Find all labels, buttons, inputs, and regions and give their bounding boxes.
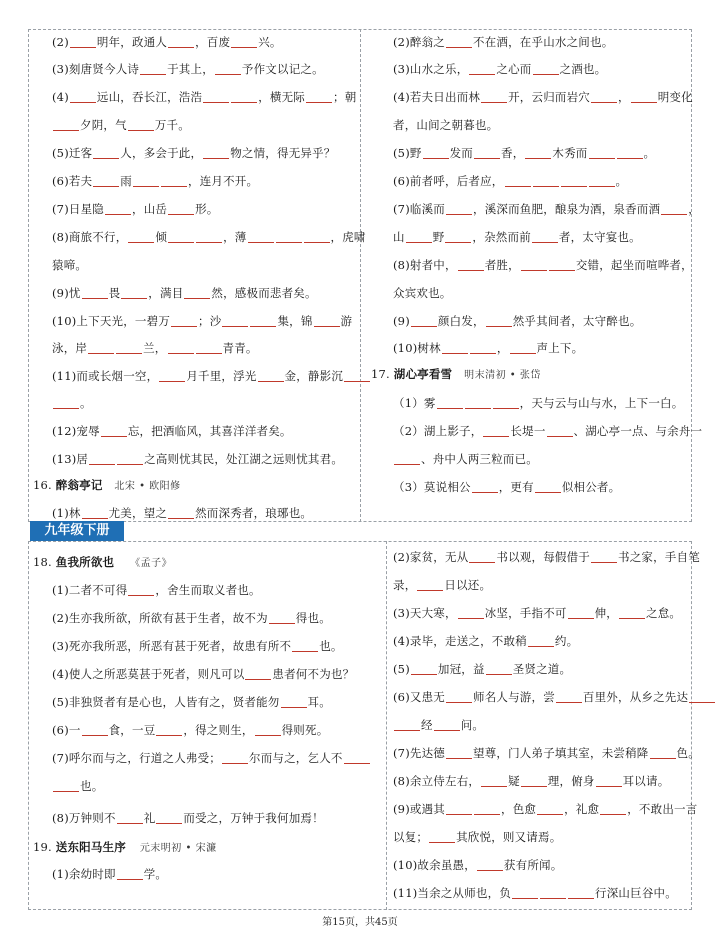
blank-line[interactable] [528, 634, 554, 647]
blank-line[interactable] [88, 341, 114, 354]
exercise-line: 猿啼。 [52, 258, 88, 272]
blank-line[interactable] [619, 606, 645, 619]
section-title: 鱼我所欲也 [55, 555, 115, 569]
blank-line[interactable] [537, 802, 563, 815]
blank-line[interactable] [474, 146, 500, 159]
exercise-line: (11)当余之从师也，负 行深山巨谷中。 [393, 886, 677, 900]
blank-line[interactable] [281, 695, 307, 708]
section-author: 元末明初 • 宋濂 [139, 843, 217, 854]
exercise-line: (4)使人之所恶莫甚于死者，则凡可以 患者何不为也？ [52, 667, 355, 681]
blank-line[interactable] [481, 90, 507, 103]
blank-line[interactable] [589, 146, 615, 159]
blank-line[interactable] [82, 506, 108, 519]
blank-line[interactable] [458, 606, 484, 619]
exercise-line: (10)树林 ， 声上下。 [393, 341, 584, 355]
blank-line[interactable] [521, 258, 547, 271]
exercise-line: 以复； 其欣悦，则又请焉。 [393, 830, 562, 844]
blank-line[interactable] [465, 396, 491, 409]
section-title: 送东阳马生序 [55, 840, 126, 854]
blank-line[interactable] [168, 506, 194, 519]
grade-label: 九年级下册 [30, 521, 124, 541]
blank-line[interactable] [411, 662, 437, 675]
blank-line[interactable] [591, 550, 617, 563]
exercise-line: (3)死亦我所恶，所恶有甚于死者，故患有所不 也。 [52, 639, 343, 653]
blank-line[interactable] [417, 578, 443, 591]
blank-line[interactable] [222, 751, 248, 764]
section-author: 北宋 • 欧阳修 [114, 481, 181, 492]
exercise-line: （1）雾 ，天与云与山与水，上下一白。 [393, 396, 684, 410]
exercise-line: (2) 明年，政通人 ，百废 兴。 [52, 35, 282, 49]
exercise-line: (7)先达德 望尊，门人弟子填其室，未尝稍降 色。 [393, 746, 700, 760]
blank-line[interactable] [168, 202, 194, 215]
section-19-line: (1)余幼时即 学。 [52, 867, 168, 881]
blank-line[interactable] [505, 174, 531, 187]
blank-line[interactable] [276, 230, 302, 243]
blank-line[interactable] [117, 811, 143, 824]
exercise-line: (3)山水之乐， 之心而 之酒也。 [393, 62, 607, 76]
blank-line[interactable] [53, 118, 79, 131]
section-number: 19. [33, 840, 52, 854]
blank-line[interactable] [521, 774, 547, 787]
blank-line[interactable] [116, 341, 142, 354]
blank-line[interactable] [661, 202, 687, 215]
section-title: 醉翁亭记 [55, 478, 103, 492]
exercise-line: 泳，岸 兰， 青青。 [52, 341, 258, 355]
exercise-line: (11)而或长烟一空， 月千里，浮光 金，静影沉 [52, 368, 371, 384]
blank-line[interactable] [469, 62, 495, 75]
exercise-line: (5)野 发而 香， 木秀而 。 [393, 146, 656, 160]
blank-line[interactable] [481, 774, 507, 787]
blank-line[interactable] [101, 424, 127, 437]
blank-line[interactable] [617, 146, 643, 159]
blank-line[interactable] [568, 606, 594, 619]
blank-line[interactable] [549, 258, 575, 271]
blank-line[interactable] [168, 230, 194, 243]
blank-line[interactable] [483, 424, 509, 437]
blank-line[interactable] [689, 690, 715, 703]
blank-line[interactable] [196, 230, 222, 243]
blank-line[interactable] [493, 396, 519, 409]
blank-line[interactable] [269, 611, 295, 624]
exercise-line: (2)家贫，无从 书以观，每假借于 书之家，手自笔 [393, 550, 700, 564]
blank-line[interactable] [344, 369, 370, 382]
blank-line[interactable] [474, 802, 500, 815]
blank-line[interactable] [533, 174, 559, 187]
exercise-line: (12)宠辱 忘，把酒临风，其喜洋洋者矣。 [52, 424, 292, 438]
exercise-line: （3）莫说相公 ，更有 似相公者。 [393, 480, 621, 494]
blank-line[interactable] [121, 286, 147, 299]
blank-line[interactable] [184, 286, 210, 299]
section-number: 16. [33, 478, 52, 492]
exercise-line: (2)醉翁之 不在酒，在乎山水之间也。 [393, 35, 614, 49]
exercise-line: (1)二者不可得 ，舍生而取义者也。 [52, 583, 261, 597]
blank-line[interactable] [512, 886, 538, 899]
blank-line[interactable] [203, 90, 229, 103]
blank-line[interactable] [168, 341, 194, 354]
blank-line[interactable] [133, 174, 159, 187]
blank-line[interactable] [231, 90, 257, 103]
section-17-heading [371, 366, 541, 384]
top-divider [360, 29, 361, 522]
exercise-line: (9)忧 畏 ，满目 然，感极而悲者矣。 [52, 286, 317, 300]
blank-line[interactable] [128, 118, 154, 131]
exercise-line: (8)余立侍左右， 疑 理，俯身 耳以请。 [393, 774, 670, 788]
exercise-line: (2)生亦我所欲，所欲有甚于生者，故不为 得也。 [52, 611, 331, 625]
exercise-line: (5)非独贤者有是心也，人皆有之，贤者能勿 耳。 [52, 695, 331, 709]
blank-line[interactable] [140, 62, 166, 75]
blank-line[interactable] [600, 802, 626, 815]
exercise-line: 众宾欢也。 [393, 286, 452, 300]
blank-line[interactable] [394, 452, 420, 465]
exercise-line: 山 野 ，杂然而前 者，太守宴也。 [393, 230, 641, 244]
exercise-line: (10)上下天光，一碧万 ；沙 集，锦 游 [52, 314, 353, 328]
blank-line[interactable] [650, 746, 676, 759]
blank-line[interactable] [533, 62, 559, 75]
exercise-line: (4) 远山，吞长江，浩浩 ，横无际 ；朝 [52, 90, 357, 104]
blank-line[interactable] [525, 146, 551, 159]
blank-line[interactable] [472, 480, 498, 493]
blank-line[interactable] [406, 230, 432, 243]
blank-line[interactable] [128, 583, 154, 596]
exercise-line: (4)录毕，走送之，不敢稍 约。 [393, 634, 579, 648]
blank-line[interactable] [591, 90, 617, 103]
exercise-line: (5)迁客 人，多会于此， 物之情，得无异乎？ [52, 146, 336, 160]
blank-line[interactable] [394, 718, 420, 731]
blank-line[interactable] [82, 286, 108, 299]
blank-line[interactable] [344, 751, 370, 764]
blank-line[interactable] [70, 90, 96, 103]
blank-line[interactable] [445, 230, 471, 243]
blank-line[interactable] [540, 886, 566, 899]
exercise-line: (4)若夫日出而林 开，云归而岩穴 ， 明变化 [393, 90, 693, 104]
blank-line[interactable] [171, 314, 197, 327]
blank-line[interactable] [306, 90, 332, 103]
blank-line[interactable] [469, 550, 495, 563]
exercise-line: (7)日星隐 ，山岳 形。 [52, 202, 219, 216]
blank-line[interactable] [159, 369, 185, 382]
blank-line[interactable] [258, 369, 284, 382]
exercise-line: 夕阴，气 万千。 [52, 117, 190, 133]
blank-line[interactable] [304, 230, 330, 243]
exercise-line: 录， 日以还。 [393, 578, 492, 592]
blank-line[interactable] [446, 690, 472, 703]
exercise-line: (8)商旅不行， 倾 ，薄 ，虎啸 [52, 230, 366, 244]
blank-line[interactable] [117, 867, 143, 880]
blank-line[interactable] [168, 35, 194, 48]
blank-line[interactable] [53, 779, 79, 792]
blank-line[interactable] [314, 314, 340, 327]
blank-line[interactable] [250, 314, 276, 327]
exercise-line: 者，山间之朝暮也。 [393, 118, 499, 132]
blank-line[interactable] [556, 690, 582, 703]
blank-line[interactable] [458, 258, 484, 271]
blank-line[interactable] [446, 202, 472, 215]
section-19-heading [33, 839, 217, 857]
blank-line[interactable] [446, 746, 472, 759]
blank-line[interactable] [470, 341, 496, 354]
blank-line[interactable] [82, 723, 108, 736]
blank-line[interactable] [589, 174, 615, 187]
exercise-line: (6)前者呼，后者应， 。 [393, 174, 628, 188]
exercise-line: （2）湖上影子， 长堤一 、湖心亭一点、与余舟一 [393, 424, 703, 438]
blank-line[interactable] [477, 858, 503, 871]
blank-line[interactable] [117, 452, 143, 465]
section-18-heading [33, 554, 172, 572]
exercise-line: (3)天大寒， 冰坚，手指不可 伸， 之怠。 [393, 606, 682, 620]
exercise-line: 、舟中人两三粒而已。 [393, 451, 538, 467]
blank-line[interactable] [446, 802, 472, 815]
exercise-line: (13)居 之高则忧其民，处江湖之远则忧其君。 [52, 452, 344, 466]
section-author: 明末清初 • 张岱 [464, 370, 541, 381]
exercise-line: (9)或遇其 ，色愈 ，礼愈 ，不敢出一言 [393, 802, 698, 816]
blank-line[interactable] [105, 202, 131, 215]
blank-line[interactable] [486, 662, 512, 675]
exercise-line: (9) 颜白发， 然乎其间者，太守醉也。 [393, 314, 642, 328]
exercise-line: (8)万钟则不 礼 而受之，万钟于我何加焉！ [52, 811, 324, 825]
exercise-line: (7)临溪而 ，溪深而鱼肥，酿泉为酒，泉香而酒 ， [393, 202, 700, 216]
section-16-line: (1)林 尤美，望之 然而深秀者，琅琊也。 [52, 506, 313, 520]
exercise-line: 经 问。 [393, 717, 484, 733]
exercise-line: (6)又患无 师名人与游，尝 百里外，从乡之先达 [393, 689, 716, 705]
blank-line[interactable] [535, 480, 561, 493]
blank-line[interactable] [446, 35, 472, 48]
blank-line[interactable] [561, 174, 587, 187]
blank-line[interactable] [292, 639, 318, 652]
exercise-line: 也。 [52, 778, 103, 794]
blank-line[interactable] [215, 62, 241, 75]
blank-line[interactable] [93, 146, 119, 159]
blank-line[interactable] [53, 396, 79, 409]
bottom-divider [386, 541, 387, 910]
blank-line[interactable] [156, 811, 182, 824]
blank-line[interactable] [547, 424, 573, 437]
blank-line[interactable] [231, 35, 257, 48]
blank-line[interactable] [128, 230, 154, 243]
blank-line[interactable] [434, 718, 460, 731]
section-number: 17. [371, 367, 390, 381]
exercise-line: (7)呼尔而与之，行道之人弗受； 尔而与之，乞人不 [52, 750, 371, 766]
blank-line[interactable] [429, 830, 455, 843]
blank-line[interactable] [245, 667, 271, 680]
blank-line[interactable] [89, 452, 115, 465]
section-author: 《孟子》 [130, 558, 173, 569]
page-footer: 第15页，共45页 [322, 917, 398, 928]
blank-line[interactable] [442, 341, 468, 354]
blank-line[interactable] [423, 146, 449, 159]
exercise-line: (6)一 食，一豆 ，得之则生， 得则死。 [52, 723, 329, 737]
blank-line[interactable] [161, 174, 187, 187]
section-title: 湖心亭看雪 [393, 367, 453, 381]
exercise-line: (6)若夫 雨 ，连月不开。 [52, 174, 259, 188]
blank-line[interactable] [70, 35, 96, 48]
blank-line[interactable] [510, 341, 536, 354]
blank-line[interactable] [411, 314, 437, 327]
exercise-line: (5) 加冠，益 圣贤之道。 [393, 662, 572, 676]
blank-line[interactable] [486, 314, 512, 327]
exercise-line: 。 [52, 395, 92, 411]
blank-line[interactable] [203, 146, 229, 159]
blank-line[interactable] [93, 174, 119, 187]
blank-line[interactable] [196, 341, 222, 354]
blank-line[interactable] [222, 314, 248, 327]
blank-line[interactable] [255, 723, 281, 736]
exercise-line: (8)射者中， 者胜， 交错，起坐而喧哗者， [393, 258, 693, 272]
blank-line[interactable] [568, 886, 594, 899]
exercise-line: (10)故余虽愚， 获有所闻。 [393, 858, 563, 872]
blank-line[interactable] [156, 723, 182, 736]
exercise-line: (3)刻唐贤今人诗 于其上， 予作文以记之。 [52, 62, 324, 76]
section-16-heading [33, 477, 181, 495]
blank-line[interactable] [248, 230, 274, 243]
blank-line[interactable] [437, 396, 463, 409]
blank-line[interactable] [532, 230, 558, 243]
blank-line[interactable] [596, 774, 622, 787]
blank-line[interactable] [631, 90, 657, 103]
section-number: 18. [33, 555, 52, 569]
